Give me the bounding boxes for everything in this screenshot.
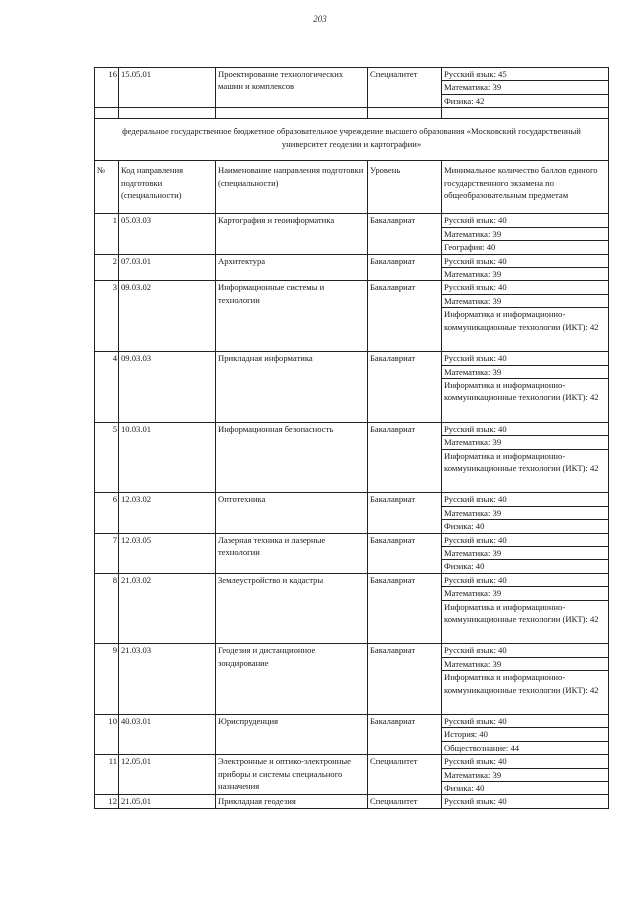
exam-score-text: Русский язык: 40 bbox=[444, 574, 507, 585]
exam-min-score bbox=[442, 68, 609, 81]
exam-min-score bbox=[442, 352, 609, 365]
education-level: Бакалавриат bbox=[368, 254, 442, 281]
row-number: 4 bbox=[95, 352, 119, 423]
exam-min-score bbox=[442, 214, 609, 227]
header-text: Код направления подготовки (специальности) bbox=[121, 165, 184, 201]
table-row bbox=[95, 573, 609, 586]
direction-name: Картография и геоинформатика bbox=[216, 214, 368, 254]
row-number: 2 bbox=[95, 254, 119, 281]
direction-name: Прикладная информатика bbox=[216, 352, 368, 423]
blank-row bbox=[95, 108, 609, 119]
direction-code: 07.03.01 bbox=[119, 254, 216, 281]
exam-score-text: Информатика и информационно-коммуникационные технологии (ИКТ): 42 bbox=[444, 450, 599, 473]
exam-score-text: Математика: 39 bbox=[444, 437, 502, 448]
exam-min-score bbox=[442, 795, 609, 808]
header-code bbox=[119, 161, 216, 214]
header-row bbox=[95, 161, 609, 214]
exam-score-text: География: 40 bbox=[444, 242, 496, 253]
exam-score-text: Информатика и информационно-коммуникационные технологии (ИКТ): 42 bbox=[444, 672, 599, 695]
exam-score-text: Математика: 39 bbox=[444, 228, 502, 239]
exam-score-text: Информатика и информационно-коммуникационные технологии (ИКТ): 42 bbox=[444, 309, 599, 332]
row-number: 10 bbox=[95, 715, 119, 755]
exam-min-score bbox=[442, 755, 609, 768]
table-row bbox=[95, 533, 609, 546]
exam-score-text: Математика: 39 bbox=[444, 658, 502, 669]
table-row bbox=[95, 352, 609, 365]
exam-min-score bbox=[442, 520, 609, 533]
header-text: Уровень bbox=[370, 165, 401, 176]
exam-min-score bbox=[442, 506, 609, 519]
exam-score-text: Русский язык: 40 bbox=[444, 353, 507, 364]
direction-name: Оптотехника bbox=[216, 493, 368, 533]
exam-min-score bbox=[442, 671, 609, 715]
direction-code: 10.03.01 bbox=[119, 422, 216, 493]
row-number: 8 bbox=[95, 573, 119, 644]
exam-score-text: Русский язык: 40 bbox=[444, 756, 507, 767]
header-name bbox=[216, 161, 368, 214]
education-level: Специалитет bbox=[368, 68, 442, 108]
exam-score-text: Математика: 39 bbox=[444, 366, 502, 377]
row-number: 11 bbox=[95, 755, 119, 795]
row-number: 7 bbox=[95, 533, 119, 573]
exam-score-text: Русский язык: 40 bbox=[444, 215, 507, 226]
exam-min-score bbox=[442, 728, 609, 741]
exam-score-text: Математика: 39 bbox=[444, 769, 502, 780]
education-level: Бакалавриат bbox=[368, 352, 442, 423]
header-num bbox=[95, 161, 119, 214]
education-level: Специалитет bbox=[368, 795, 442, 808]
exam-min-score bbox=[442, 365, 609, 378]
exam-min-score bbox=[442, 241, 609, 254]
exam-score-text: Русский язык: 40 bbox=[444, 796, 507, 807]
direction-code: 09.03.02 bbox=[119, 281, 216, 352]
direction-code: 12.05.01 bbox=[119, 755, 216, 795]
exam-min-score bbox=[442, 308, 609, 352]
education-level: Бакалавриат bbox=[368, 533, 442, 573]
exam-min-score bbox=[442, 94, 609, 107]
direction-code: 12.03.05 bbox=[119, 533, 216, 573]
exam-score-text: Русский язык: 40 bbox=[444, 255, 507, 266]
exam-score-text: Математика: 39 bbox=[444, 588, 502, 599]
table-row bbox=[95, 493, 609, 506]
exam-min-score bbox=[442, 741, 609, 754]
exam-min-score bbox=[442, 268, 609, 281]
education-level: Бакалавриат bbox=[368, 573, 442, 644]
exam-score-text: Физика: 40 bbox=[444, 783, 485, 794]
exam-min-score bbox=[442, 768, 609, 781]
table-row bbox=[95, 254, 609, 267]
exam-score-text: Русский язык: 40 bbox=[444, 716, 507, 727]
exam-score-text: Физика: 40 bbox=[444, 561, 485, 572]
exam-score-text: Математика: 39 bbox=[444, 295, 502, 306]
exam-score-text: Математика: 39 bbox=[444, 507, 502, 518]
exam-min-score bbox=[442, 493, 609, 506]
direction-name: Информационные системы и технологии bbox=[216, 281, 368, 352]
exam-score-text: Русский язык: 40 bbox=[444, 645, 507, 656]
row-number: 5 bbox=[95, 422, 119, 493]
education-level: Бакалавриат bbox=[368, 281, 442, 352]
direction-code: 15.05.01 bbox=[119, 68, 216, 108]
direction-name: Электронные и оптико-электронные приборы и системы специального назначения bbox=[216, 755, 368, 795]
direction-code: 05.03.03 bbox=[119, 214, 216, 254]
exam-score-text: Русский язык: 40 bbox=[444, 282, 507, 293]
table-row bbox=[95, 214, 609, 227]
admission-table bbox=[94, 67, 609, 809]
exam-score-text: История: 40 bbox=[444, 729, 488, 740]
direction-code: 12.03.02 bbox=[119, 493, 216, 533]
row-number: 6 bbox=[95, 493, 119, 533]
direction-name: Землеустройство и кадастры bbox=[216, 573, 368, 644]
exam-min-score bbox=[442, 378, 609, 422]
exam-min-score bbox=[442, 81, 609, 94]
exam-score-text: Информатика и информационно-коммуникационные технологии (ИКТ): 42 bbox=[444, 601, 599, 624]
direction-name: Лазерная техника и лазерные технологии bbox=[216, 533, 368, 573]
row-number: 3 bbox=[95, 281, 119, 352]
exam-score-text: Информатика и информационно-коммуникационные технологии (ИКТ): 42 bbox=[444, 379, 599, 403]
exam-score-text: Русский язык: 40 bbox=[444, 423, 507, 434]
exam-min-score bbox=[442, 715, 609, 728]
exam-min-score bbox=[442, 573, 609, 586]
table-row bbox=[95, 68, 609, 81]
admission-table-body bbox=[95, 68, 609, 809]
organization-name: федеральное государственное бюджетное образовательное учреждение высшего образования «Московский государственный университет геодезии и картографии» bbox=[95, 119, 609, 161]
table-row bbox=[95, 755, 609, 768]
direction-name: Юриспруденция bbox=[216, 715, 368, 755]
exam-min-score bbox=[442, 254, 609, 267]
header-level bbox=[368, 161, 442, 214]
education-level: Бакалавриат bbox=[368, 715, 442, 755]
exam-min-score bbox=[442, 600, 609, 644]
organization-row bbox=[95, 119, 609, 161]
exam-min-score bbox=[442, 294, 609, 307]
direction-name: Геодезия и дистанционное зондирование bbox=[216, 644, 368, 715]
exam-min-score bbox=[442, 644, 609, 657]
exam-min-score bbox=[442, 533, 609, 546]
table-row bbox=[95, 422, 609, 435]
table-row bbox=[95, 281, 609, 294]
exam-score-text: Русский язык: 40 bbox=[444, 494, 507, 505]
row-number: 12 bbox=[95, 795, 119, 808]
education-level: Специалитет bbox=[368, 755, 442, 795]
exam-score-text: Математика: 39 bbox=[444, 547, 502, 558]
exam-min-score bbox=[442, 657, 609, 670]
direction-code: 40.03.01 bbox=[119, 715, 216, 755]
table-row bbox=[95, 715, 609, 728]
exam-min-score bbox=[442, 546, 609, 559]
header-text: Минимальное количество баллов единого государственного экзамена по общеобразовательным предметам bbox=[444, 165, 598, 201]
exam-min-score bbox=[442, 782, 609, 795]
exam-min-score bbox=[442, 449, 609, 493]
direction-name: Прикладная геодезия bbox=[216, 795, 368, 808]
education-level: Бакалавриат bbox=[368, 644, 442, 715]
direction-code: 21.03.03 bbox=[119, 644, 216, 715]
direction-code: 21.05.01 bbox=[119, 795, 216, 808]
education-level: Бакалавриат bbox=[368, 493, 442, 533]
exam-score-text: Физика: 40 bbox=[444, 521, 485, 532]
page-number: 203 bbox=[313, 14, 327, 24]
education-level: Бакалавриат bbox=[368, 422, 442, 493]
exam-min-score bbox=[442, 587, 609, 600]
exam-min-score bbox=[442, 227, 609, 240]
direction-name: Информационная безопасность bbox=[216, 422, 368, 493]
exam-score-text: Математика: 39 bbox=[444, 82, 502, 93]
exam-score-text: Русский язык: 40 bbox=[444, 534, 507, 545]
exam-score-text: Математика: 39 bbox=[444, 269, 502, 280]
row-number: 16 bbox=[95, 68, 119, 108]
exam-min-score bbox=[442, 422, 609, 435]
header-text: Наименование направления подготовки (специальности) bbox=[218, 165, 364, 188]
header-min-score bbox=[442, 161, 609, 214]
exam-min-score bbox=[442, 436, 609, 449]
direction-code: 09.03.03 bbox=[119, 352, 216, 423]
direction-code: 21.03.02 bbox=[119, 573, 216, 644]
direction-name: Архитектура bbox=[216, 254, 368, 281]
direction-name: Проектирование технологических машин и комплексов bbox=[216, 68, 368, 108]
exam-score-text: Обществознание: 44 bbox=[444, 742, 520, 753]
table-row bbox=[95, 795, 609, 808]
row-number: 1 bbox=[95, 214, 119, 254]
education-level: Бакалавриат bbox=[368, 214, 442, 254]
row-number: 9 bbox=[95, 644, 119, 715]
table-row bbox=[95, 644, 609, 657]
exam-score-text: Русский язык: 45 bbox=[444, 69, 507, 79]
exam-score-text: Физика: 42 bbox=[444, 95, 485, 106]
exam-min-score bbox=[442, 560, 609, 573]
exam-min-score bbox=[442, 281, 609, 294]
header-text: № bbox=[97, 165, 106, 176]
